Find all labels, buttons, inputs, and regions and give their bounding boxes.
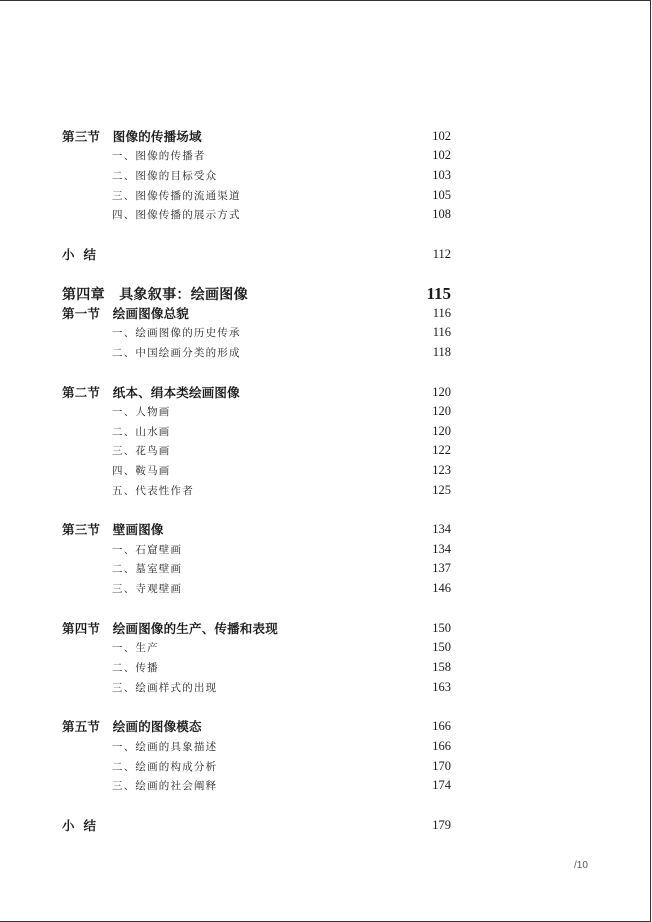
page-number: 170 <box>432 758 451 773</box>
toc-item[interactable] <box>112 342 451 362</box>
toc-summary[interactable] <box>62 815 451 835</box>
page-number: 174 <box>432 777 451 792</box>
item-title: 二、传播 <box>112 661 159 674</box>
section-title: 第五节 绘画的图像模态 <box>62 719 202 734</box>
item-title: 一、绘画图像的历史传承 <box>112 326 241 339</box>
page-number: 123 <box>432 462 451 477</box>
toc-section-3b[interactable] <box>62 519 451 539</box>
item-title: 一、人物画 <box>112 405 171 418</box>
toc-item[interactable] <box>112 539 451 559</box>
page-number: 116 <box>432 305 451 320</box>
toc-summary[interactable] <box>62 244 451 264</box>
page-number: 146 <box>432 580 451 595</box>
folio-page-number: /10 <box>574 860 588 871</box>
item-title: 二、绘画的构成分析 <box>112 760 218 773</box>
page-number: 118 <box>432 344 451 359</box>
toc-item[interactable] <box>112 637 451 657</box>
page-number: 120 <box>432 384 451 399</box>
toc-item[interactable] <box>112 677 451 697</box>
toc-section-5[interactable] <box>62 716 451 736</box>
item-title: 二、墓室壁画 <box>112 562 183 575</box>
item-title: 四、鞍马画 <box>112 464 171 477</box>
toc-item[interactable] <box>112 440 451 460</box>
item-title: 三、绘画的社会阐释 <box>112 779 218 792</box>
page-number: 163 <box>432 679 451 694</box>
item-title: 三、寺观壁画 <box>112 582 183 595</box>
page-number: 115 <box>426 284 451 303</box>
page-number: 102 <box>432 128 451 143</box>
page-number: 122 <box>432 442 451 457</box>
toc-chapter-4[interactable] <box>62 284 451 304</box>
page-number: 134 <box>432 521 451 536</box>
page-number: 134 <box>432 541 451 556</box>
page-number: 150 <box>432 639 451 654</box>
page-number: 158 <box>432 659 451 674</box>
section-title: 第三节 图像的传播场域 <box>62 129 202 144</box>
toc-item[interactable] <box>112 421 451 441</box>
page-number: 112 <box>432 246 451 261</box>
toc-item[interactable] <box>112 460 451 480</box>
chapter-title: 第四章 具象叙事：绘画图像 <box>62 287 248 303</box>
item-title: 四、图像传播的展示方式 <box>112 208 241 221</box>
page-number: 137 <box>432 560 451 575</box>
page-number: 116 <box>432 324 451 339</box>
page-number: 150 <box>432 620 451 635</box>
page-number: 179 <box>432 817 451 832</box>
item-title: 一、生产 <box>112 641 159 654</box>
toc-item[interactable] <box>112 558 451 578</box>
toc-section-2[interactable] <box>62 382 451 402</box>
page-number: 105 <box>432 187 451 202</box>
item-title: 一、绘画的具象描述 <box>112 740 218 753</box>
item-title: 三、图像传播的流通渠道 <box>112 189 241 202</box>
toc-item[interactable] <box>112 756 451 776</box>
page-number: 120 <box>432 403 451 418</box>
toc-item[interactable] <box>112 185 451 205</box>
page-number: 102 <box>432 147 451 162</box>
toc-item[interactable] <box>112 657 451 677</box>
page-number: 120 <box>432 423 451 438</box>
item-title: 三、绘画样式的出现 <box>112 681 218 694</box>
item-title: 二、图像的目标受众 <box>112 169 218 182</box>
section-title: 第二节 纸本、绢本类绘画图像 <box>62 385 240 400</box>
section-title: 第三节 壁画图像 <box>62 522 164 537</box>
toc-item[interactable] <box>112 165 451 185</box>
toc-item[interactable] <box>112 578 451 598</box>
toc-item[interactable] <box>112 204 451 224</box>
toc-item[interactable] <box>112 145 451 165</box>
item-title: 一、石窟壁画 <box>112 543 183 556</box>
page-number: 108 <box>432 206 451 221</box>
item-title: 二、中国绘画分类的形成 <box>112 346 241 359</box>
page-number: 103 <box>432 167 451 182</box>
section-title: 第四节 绘画图像的生产、传播和表现 <box>62 621 278 636</box>
page-number: 166 <box>432 738 451 753</box>
page-number: 166 <box>432 718 451 733</box>
toc-section-1[interactable] <box>62 303 451 323</box>
item-title: 五、代表性作者 <box>112 484 194 497</box>
section-title: 小结 <box>62 247 106 262</box>
toc-section-3[interactable] <box>62 126 451 146</box>
toc-item[interactable] <box>112 775 451 795</box>
item-title: 三、花鸟画 <box>112 444 171 457</box>
section-title: 第一节 绘画图像总貌 <box>62 306 190 321</box>
toc-item[interactable] <box>112 322 451 342</box>
item-title: 一、图像的传播者 <box>112 149 206 162</box>
toc-item[interactable] <box>112 480 451 500</box>
toc-section-4[interactable] <box>62 618 451 638</box>
section-title: 小结 <box>62 818 106 833</box>
page-number: 125 <box>432 482 451 497</box>
toc-item[interactable] <box>112 736 451 756</box>
toc-item[interactable] <box>112 401 451 421</box>
item-title: 二、山水画 <box>112 425 171 438</box>
